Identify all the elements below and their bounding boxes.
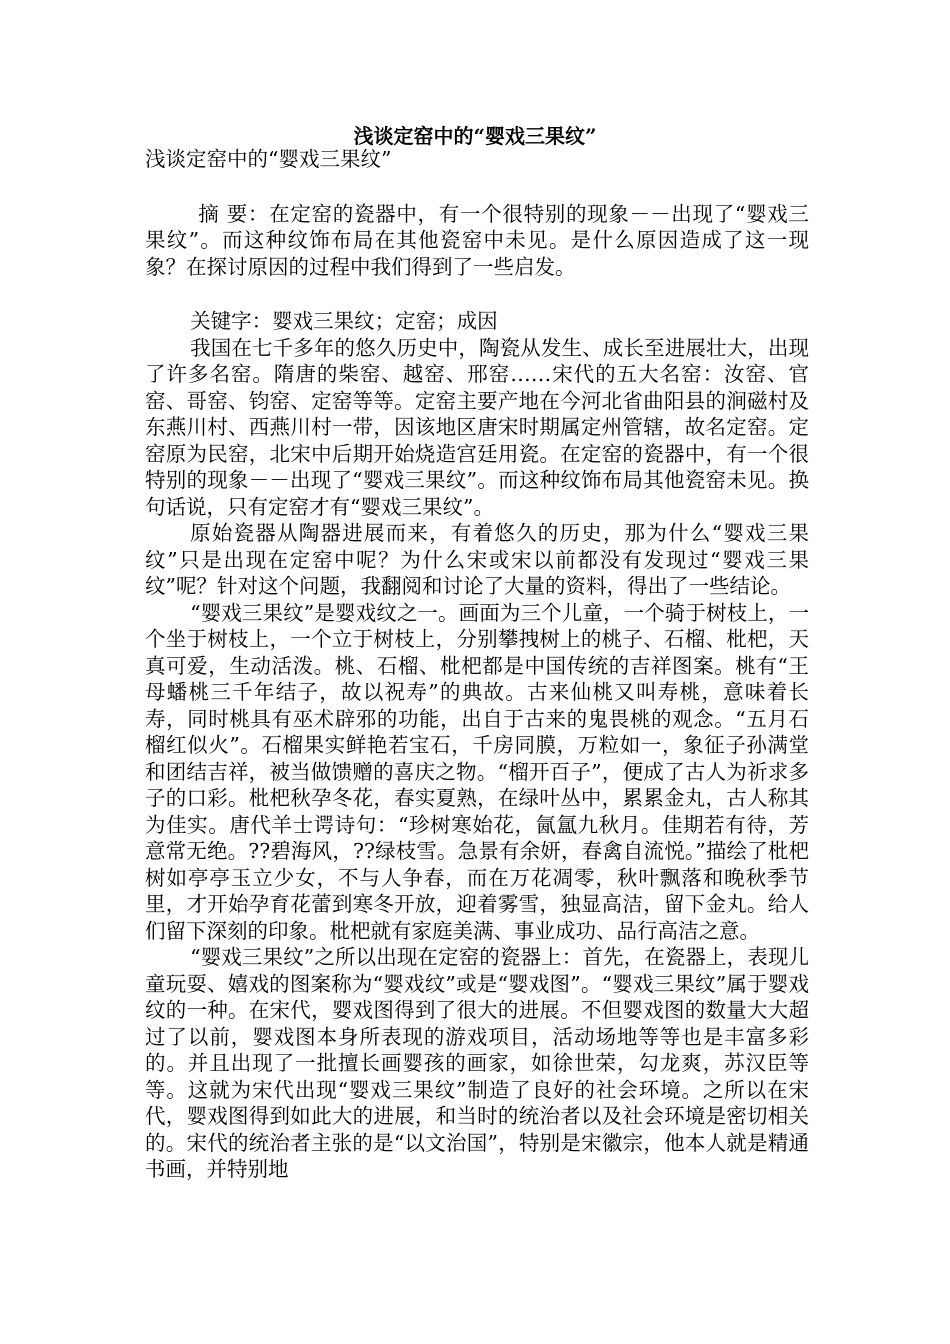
body-paragraph-1: 我国在七千多年的悠久历史中，陶瓷从发生、成长至进展壮大，出现了许多名窑。隋唐的柴窑、越窑、邢窑……宋代的五大名窑：汝窑、官窑、哥窑、钧窑、定窑等等。定窑主要产地在今河北省曲阳县的涧磁村及东燕川村、西燕川村一带，因该地区唐宋时期属定州管辖，故名定窑。定窑原为民窑，北宋中后期开始烧造宫廷用瓷。在定窑的瓷器中，有一个很特别的现象－－出现了“婴戏三果纹”。而这种纹饰布局其他瓷窑未见。换句话说，只有定窑才有“婴戏三果纹”。 <box>145 335 809 519</box>
body-paragraph-3: “婴戏三果纹”是婴戏纹之一。画面为三个儿童，一个骑于树枝上，一个坐于树枝上，一个立于树枝上，分别攀拽树上的桃子、石榴、枇杷，天真可爱，生动活泼。桃、石榴、枇杷都是中国传统的吉祥图案。桃有“王母蟠桃三千年结子，故以祝寿”的典故。古来仙桃又叫寿桃，意味着长寿，同时桃具有巫术辟邪的功能，出自于古来的鬼畏桃的观念。“五月石榴红似火”。石榴果实鲜艳若宝石，千房同膜，万粒如一，象征子孙满堂和团结吉祥，被当做馈赠的喜庆之物。“榴开百子”，便成了古人为祈求多子的口彩。枇杷秋孕冬花，春实夏熟，在绿叶丛中，累累金丸，古人称其为佳实。唐代羊士谔诗句：“珍树寒始花，氤氲九秋月。佳期若有待，芳意常无绝。??碧海风，??绿枝雪。急景有余妍，春禽自流悦。”描绘了枇杷树如亭亭玉立少女，不与人争春，而在万花凋零，秋叶飘落和晚秋季节里，才开始孕育花蕾到寒冬开放，迎着雾雪，独显高洁，留下金丸。给人们留下深刻的印象。枇杷就有家庭美满、事业成功、品行高洁之意。 <box>145 600 809 943</box>
keywords-line: 关键字：婴戏三果纹；定窑；成因 <box>190 309 498 333</box>
document-body <box>145 146 809 1183</box>
document-title: 浅谈定窑中的“婴戏三果纹” <box>353 124 597 148</box>
document-subtitle: 浅谈定窑中的“婴戏三果纹” <box>145 147 392 171</box>
body-paragraph-4: “婴戏三果纹”之所以出现在定窑的瓷器上：首先，在瓷器上，表现儿童玩耍、嬉戏的图案称为“婴戏纹”或是“婴戏图”。“婴戏三果纹”属于婴戏纹的一种。在宋代，婴戏图得到了很大的进展。不但婴戏图的数量大大超过了以前，婴戏图本身所表现的游戏项目，活动场地等等也是丰富多彩的。并且出现了一批擅长画婴孩的画家，如徐世荣，勾龙爽，苏汉臣等等。这就为宋代出现“婴戏三果纹”制造了良好的社会环境。之所以在宋代，婴戏图得到如此大的进展，和当时的统治者以及社会环境是密切相关的。宋代的统治者主张的是“以文治国”，特别是宋徽宗，他本人就是精通书画，并特别地 <box>145 945 809 1181</box>
abstract-paragraph: 摘 要：在定窑的瓷器中，有一个很特别的现象－－出现了“婴戏三果纹”。而这种纹饰布局在其他瓷窑中未见。是什么原因造成了这一现象？在探讨原因的过程中我们得到了一些启发。 <box>145 201 809 279</box>
body-paragraph-2: 原始瓷器从陶器进展而来，有着悠久的历史，那为什么“婴戏三果纹”只是出现在定窑中呢？为什么宋或宋以前都没有发现过“婴戏三果纹”呢？针对这个问题，我翻阅和讨论了大量的资料，得出了一些结论。 <box>145 521 809 598</box>
